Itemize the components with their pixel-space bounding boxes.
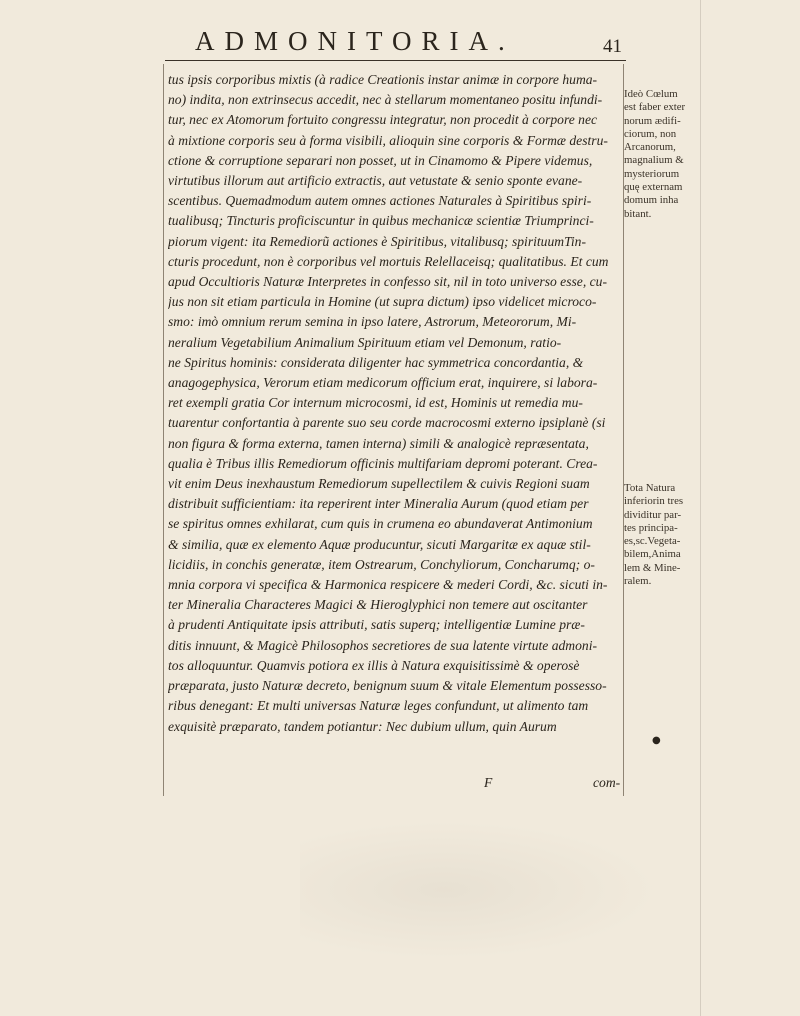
margin-dot: ● [652, 735, 661, 746]
page-number: 41 [603, 36, 622, 57]
text-line: tus ipsis corporibus mixtis (à radice Creationis instar animæ in corpore huma- [168, 72, 598, 87]
text-line: neralium Vegetabilium Animalium Spirituum etiam vel Demonum, ratio- [168, 334, 562, 350]
margin-note-line: norum ædifi- [624, 114, 681, 127]
header-rule [165, 60, 626, 61]
ink-bleed-through [300, 820, 660, 960]
text-line: ctione & corruptione separari non posset, ut in Cinamomo & Pipere videmus, [168, 152, 593, 168]
margin-note-line: Tota Natura [624, 482, 676, 494]
margin-note-line: dividitur par- [624, 508, 682, 521]
text-line: smo: imò omnium rerum semina in ipso latere, Astrorum, Meteororum, Mi- [168, 314, 577, 330]
text-line: tur, nec ex Atomorum fortuito congressu integratur, non procedit à corpore nec [168, 112, 598, 128]
margin-note-line: magnalium & [624, 154, 684, 167]
text-line: licidiis, in conchis generatæ, item Ostrearum, Conchyliorum, Concharumq; o- [168, 556, 595, 572]
margin-note-line: domum inha [624, 194, 679, 207]
margin-note-line: tes principa- [624, 521, 678, 534]
text-line: exquisitè præparato, tandem potiantur: Nec dubium ullum, quin Aurum [168, 718, 557, 734]
text-line: & similia, quæ ex elemento Aquæ producuntur, sicuti Margaritæ ex aquæ stil- [168, 536, 591, 552]
text-line: virtutibus illorum aut artificio extractis, aut vetustate & senio sponte evane- [168, 173, 583, 189]
main-text-block [168, 70, 620, 737]
text-line: à prudenti Antiquitate ipsis attributi, satis superq; intelligentiæ Lumine præ- [168, 617, 585, 633]
text-line: ter Mineralia Characteres Magici & Hieroglyphici non temere aut oscitanter [168, 597, 588, 613]
margin-note-line: quę externam [624, 181, 683, 194]
text-line: tos alloquuntur. Quamvis potiora ex illis à Natura exquisitissimè & operosè [168, 657, 580, 673]
margin-note-line: ralem. [624, 575, 652, 588]
margin-note-line: bilem,Anima [624, 548, 681, 561]
text-line: ditis innuunt, & Magicè Philosophos secretiores de sua latente virtute admoni- [168, 637, 598, 653]
text-line: qualia è Tribus illis Remediorum officinis multifariam depromi poterant. Crea- [168, 455, 598, 471]
margin-note-line: lem & Mine- [624, 561, 681, 574]
text-line: distribuit sufficientiam: ita reperirent inter Mineralia Aurum (quod etiam per [168, 496, 589, 512]
text-line: à mixtione corporis seu à forma visibili, alioquin sine corporis & Formæ destru- [168, 132, 608, 148]
margin-note-line: mysteriorum [624, 167, 680, 180]
margin-note-line: Ideò Cœlum [624, 88, 678, 100]
text-line: non figura & forma externa, tamen interna) simili & analogicè repræsentata, [168, 435, 589, 451]
margin-note-caelum [624, 88, 712, 221]
text-line: scentibus. Quemadmodum autem omnes actiones Naturales à Spiritibus spiri- [168, 193, 592, 209]
text-line: mnia corpora vi specifica & Harmonica respicere & mederi Cordi, &c. sicuti in- [168, 577, 608, 593]
text-line: no) indita, non extrinsecus accedit, nec à stellarum momentaneo positu infundi- [168, 92, 603, 108]
margin-note-line: inferiorin tres [624, 495, 684, 508]
signature-mark: F [484, 775, 493, 790]
text-line: ne Spiritus hominis: considerata diligenter hac symmetrica concordantia, & [168, 354, 584, 370]
margin-note-line: es,sc.Vegeta- [624, 535, 681, 548]
text-line: apud Occultioris Naturæ Interpretes in confesso sit, nil in toto universo esse, cu- [168, 274, 607, 290]
text-line: ribus denegant: Et multi universas Naturæ leges confundunt, ut alimento tam [168, 698, 589, 714]
text-line: jus non sit etiam particula in Homine (ut supra dictum) ipso videlicet microco- [168, 294, 597, 310]
margin-note-natura [624, 482, 712, 588]
text-line: vit enim Deus inexhaustum Remediorum supellectilem & cuivis Regioni suam [168, 476, 590, 492]
text-line: tuarentur confortantia à parente suo seu corde macrocosmi externo ipsiplanè (si [168, 415, 606, 431]
margin-note-line: est faber exter [624, 101, 686, 114]
text-line: ret exempli gratia Cor internum microcosmi, id est, Hominis ut remedia mu- [168, 395, 583, 411]
text-line: anagogephysica, Verorum etiam medicorum officium erat, inquirere, si labora- [168, 375, 598, 391]
text-line: tualibusq; Tincturis proficiscuntur in quibus mechanicæ scientiæ Triumprinci- [168, 213, 594, 229]
margin-note-line: ciorum, non [624, 127, 677, 140]
text-line: cturis procedunt, non è corporibus vel mortuis Relellaceisq; qualitatibus. Et cum [168, 253, 609, 269]
running-title: ADMONITORIA. [195, 26, 515, 56]
margin-note-line: Arcanorum, [624, 141, 676, 154]
catchword-line [168, 775, 620, 795]
text-line: præparata, justo Naturæ decreto, benignum suum & vitale Elementum possesso- [168, 678, 607, 694]
catchword: com- [593, 775, 621, 790]
margin-note-line: bitant. [624, 207, 652, 220]
text-line: piorum vigent: ita Remediorũ actiones è Spiritibus, vitalibusq; spirituumTin- [168, 233, 586, 249]
text-line: se spiritus omnes exhilarat, cum quis in crumena eo abundaverat Antimonium [168, 516, 593, 532]
